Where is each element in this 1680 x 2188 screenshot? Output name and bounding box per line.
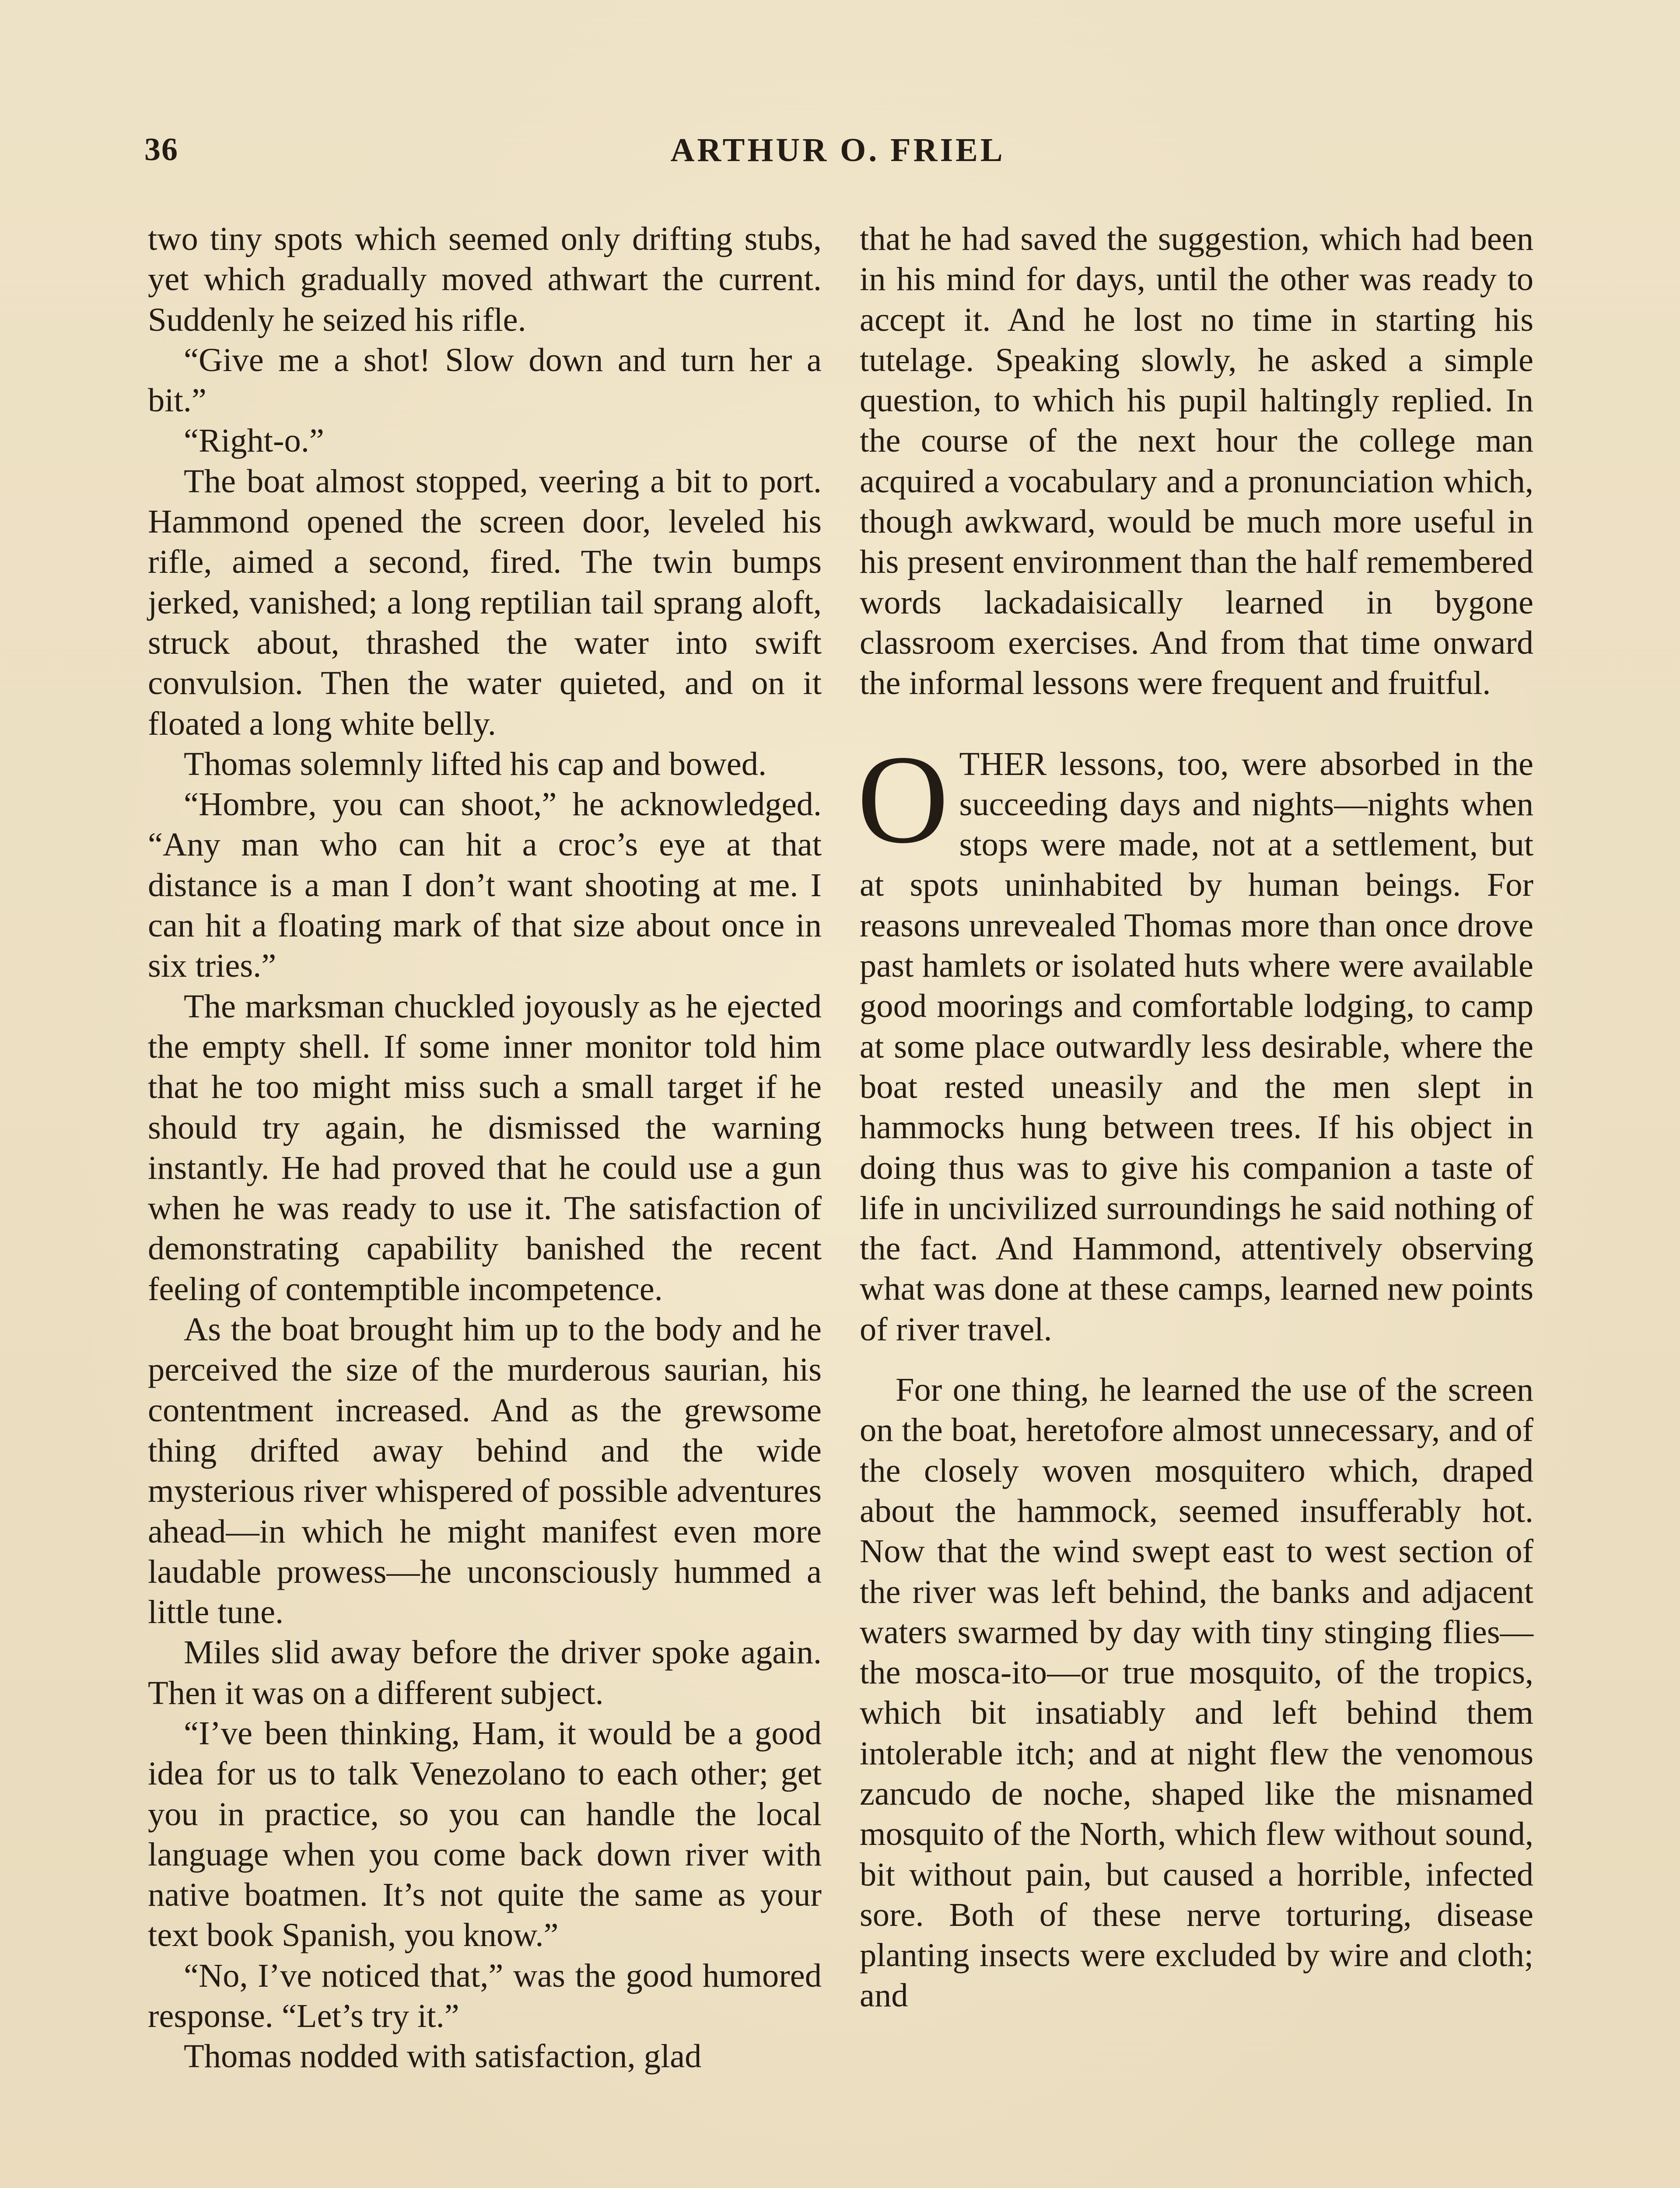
paragraph: As the boat brought him up to the body and he perceived the size of the murderous saurian, his contentment increased. And as the grewsome thing drifted away behind and the wide mysterious river whispered of possible adventures ahead—in which he might manifest even more laudable prowess—he unconsciously hummed a little tune. xyxy=(148,1311,822,1631)
running-head: ARTHUR O. FRIEL xyxy=(670,132,1005,168)
right-column xyxy=(857,219,1533,2188)
paragraph: The marksman chuckled joyously as he ejected the empty shell. If some inner monitor told him that he too might miss such a small target if he should try again, he dismissed the warning instantly. He had proved that he could use a gun when he was ready to use it. The satisfaction of demonstrating capability banished the recent feeling of contemptible incompetence. xyxy=(148,987,822,1308)
drop-cap: O xyxy=(857,729,949,870)
paragraph: The boat almost stopped, veering a bit to port. Hammond opened the screen door, leveled his rifle, aimed a second, fired. The twin bumps jerked, vanished; a long reptilian tail sprang aloft, struck about, thrashed the water into swift convulsion. Then the water quieted, and on it floated a long white belly. xyxy=(148,462,822,742)
left-column xyxy=(148,219,822,2188)
paragraph: Miles slid away before the driver spoke again. Then it was on a different subject. xyxy=(148,1634,822,1711)
paragraph: that he had saved the suggestion, which had been in his mind for days, until the other was ready to accept it. And he lost no time in starting his tutelage. Speaking slowly, he asked a simple question, to which his pupil haltingly replied. In the course of the next hour the college man acquired a vocabulary and a pronunciation which, though awkward, would be much more useful in his present environment than the half remembered words lackadaisically learned in bygone classroom exercises. And from that time onward the informal lessons were frequent and fruitful. xyxy=(860,220,1533,702)
page-number: 36 xyxy=(144,132,178,168)
paragraph: “Give me a shot! Slow down and turn her a bit.” xyxy=(148,341,822,419)
section-start-text: THER lessons, too, were absorbed in the succeeding days and nights—nights when stops were made, not at a settlement, but at spots uninhabited by human beings. For reasons unrevealed Thomas more than once drove past hamlets or isolated huts where were available good moorings and comfortable lodging, to camp at some place outwardly less desirable, where the boat rested uneasily and the men slept in hammocks hung between trees. If his object in doing thus was to give his companion a taste of life in uncivilized surroundings he said nothing of the fact. And Hammond, attentively observing what was done at these camps, learned new points of river travel. xyxy=(860,745,1533,1348)
paragraph: “Right-o.” xyxy=(184,422,324,459)
page-header xyxy=(144,131,1531,179)
paragraph: Thomas nodded with satisfaction, glad xyxy=(184,2037,702,2075)
paragraph: “Hombre, you can shoot,” he acknowledged. “Any man who can hit a croc’s eye at that distance is a man I don’t want shooting at me. I can hit a floating mark of that size about once in six tries.” xyxy=(148,785,822,985)
paragraph: Thomas solemnly lifted his cap and bowed. xyxy=(184,745,767,782)
paragraph: For one thing, he learned the use of the screen on the boat, heretofore almost unnecessary, and of the closely woven mosquitero which, draped about the hammock, seemed insufferably hot. Now that the wind swept east to west section of the river was left behind, the banks and adjacent waters swarmed by day with tiny stinging flies—the mosca-ito—or true mosquito, of the tropics, which bit insatiably and left behind them intolerable itch; and at night flew the venomous zancudo de noche, shaped like the misnamed mosquito of the North, which flew without sound, bit without pain, but caused a horrible, infected sore. Both of these nerve torturing, disease planting insects were excluded by wire and cloth; and xyxy=(860,1371,1533,2014)
paragraph: two tiny spots which seemed only drifting stubs, yet which gradually moved athwart the current. Suddenly he seized his rifle. xyxy=(148,220,822,338)
section-start-paragraph xyxy=(857,729,1533,1350)
paragraph: “No, I’ve noticed that,” was the good humored response. “Let’s try it.” xyxy=(148,1957,822,2035)
paragraph: “I’ve been thinking, Ham, it would be a good idea for us to talk Venezolano to each other; get you in practice, so you can handle the local language when you come back down river with native boatmen. It’s not quite the same as your text book Spanish, you know.” xyxy=(148,1714,822,1954)
